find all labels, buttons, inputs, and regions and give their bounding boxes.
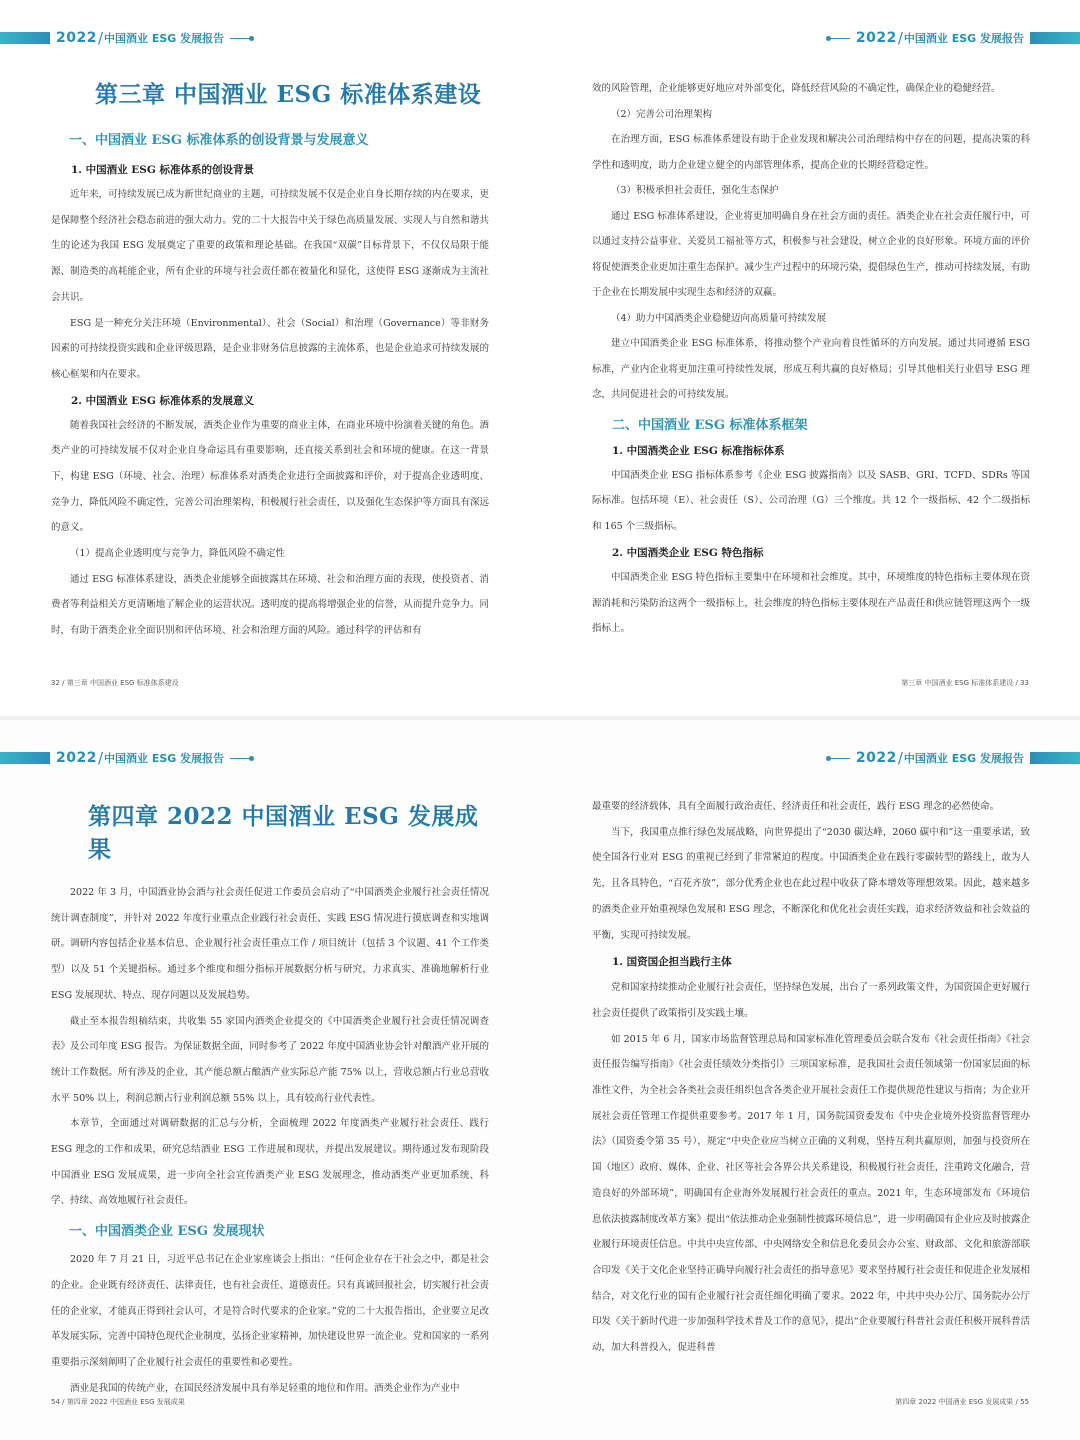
paragraph: 本章节，全面通过对调研数据的汇总与分析，全面梳理 2022 年度酒类产业履行社会责任、践行 ESG 理念的工作和成果，研究总结酒业 ESG 工作进展和现状，并提出发展建议。期待通过发布现阶段中国酒业 ESG 发展成果，进一步向全社会宣传酒类产业 ESG 发展理念，推动酒类产业更加系统、科学、持续、高效地履行社会责任。 bbox=[51, 1118, 489, 1207]
header-year: 2022 bbox=[855, 30, 897, 46]
paragraph: 通过 ESG 标准体系建设，酒类企业能够全面披露其在环境、社会和治理方面的表现，使投资者、消费者等利益相关方更清晰地了解企业的运营状况。透明度的提高将增强企业的信誉，从而提升竞争力。同时，有助于酒类企业全面识别和评估环境、社会和治理方面的风险。通过科学的评估和有 bbox=[51, 573, 489, 637]
page-33-body bbox=[592, 76, 1030, 642]
chapter-title: 第四章 2022 中国酒业 ESG 发展成果 bbox=[88, 803, 479, 863]
paragraph: 随着我国社会经济的不断发展，酒类企业作为重要的商业主体，在商业环境中扮演着关键的角色。酒类产业的可持续发展不仅对企业自身命运具有重要影响，还直接关系到社会和环境的健康。在这一背景下，构建 ESG（环境、社会、治理）标准体系对酒类企业进行全面披露和评价，对于提高企业透明度、竞争力，降低风险不确定性，完善公司治理架构，积极履行社会责任，以及强化生态保护等方面具有深远的意义。 bbox=[51, 419, 489, 534]
header-year: 2022 bbox=[56, 30, 97, 46]
header-arrow-icon bbox=[230, 38, 252, 39]
spread-pages-54-55 bbox=[0, 720, 1080, 1440]
page-footer-54: 54 / 第四章 2022 中国酒业 ESG 发展成果 bbox=[51, 1398, 185, 1406]
running-header-right bbox=[822, 749, 1080, 767]
subsection-heading: 1. 中国酒业 ESG 标准体系的创设背景 bbox=[71, 164, 254, 176]
paragraph: 酒业是我国的传统产业，在国民经济发展中具有举足轻重的地位和作用。酒类企业作为产业中 bbox=[70, 1382, 460, 1394]
paragraph: 截止至本报告组稿结束，共收集 55 家国内酒类企业提交的《中国酒类企业履行社会责任情况调查表》及公司年度 ESG 报告。为保证数据全面，同时参考了 2022 年度中国酒业协会针对酿酒产业开展的统计工作数据。所有涉及的企业，其产能总额占酿酒产业实际总产能 75% 以上，营收总额占行业总营收水平 50% 以上，利润总额占行业利润总额 55% 以上，具有较高行业代表性。 bbox=[51, 1015, 489, 1104]
header-report-name: 中国酒业 ESG 发展报告 bbox=[104, 32, 225, 45]
page-32-body bbox=[51, 76, 489, 644]
page-footer-55: 第四章 2022 中国酒业 ESG 发展成果 / 55 bbox=[895, 1398, 1029, 1406]
subsection-heading: 2. 中国酒业 ESG 标准体系的发展意义 bbox=[71, 394, 254, 407]
paragraph: 建立中国酒类企业 ESG 标准体系，将推动整个产业向着良性循环的方向发展。通过共同遵循 ESG 标准，产业内企业将更加注重可持续性发展，形成互利共赢的良好格局；引导其他相关行业倡导 ESG 理念，共同促进社会的可持续发展。 bbox=[592, 338, 1030, 400]
numbered-point: （4）助力中国酒类企业稳健迈向高质量可持续发展 bbox=[611, 312, 827, 324]
header-accent-bar bbox=[1030, 32, 1080, 44]
paragraph: 党和国家持续推动企业履行社会责任，坚持绿色发展，出台了一系列政策文件，为国资国企更好履行社会责任提供了政策指引及实践土壤。 bbox=[592, 982, 1030, 1019]
subsection-heading: 1. 国资国企担当践行主体 bbox=[612, 956, 732, 969]
running-header-right bbox=[822, 29, 1080, 47]
paragraph: 2022 年 3 月，中国酒业协会酒与社会责任促进工作委员会启动了“中国酒类企业履行社会责任情况统计调查制度”，并针对 2022 年度行业重点企业践行社会责任、实践 ESG 情况进行摸底调查和实地调研。调研内容包括企业基本信息、企业履行社会责任重点工作 / 项目统计（包括 3 个议题、41 个工作类型）以及 51 个关键指标。通过多个维度和细分指标开展数据分析与研究，力求真实、准确地解析行业 ESG 发展现状、特点、现存问题以及发展趋势。 bbox=[51, 887, 489, 1001]
header-year: 2022 bbox=[855, 750, 897, 766]
paragraph: 当下，我国重点推行绿色发展战略，向世界提出了“2030 碳达峰，2060 碳中和”这一重要承诺，致使全国各行业对 ESG 的重视已经到了非常紧迫的程度。中国酒类企业在践行零碳转型的路线上，敢为人先，且各具特色，“百花齐放”，部分优秀企业也在此过程中收获了降本增效等理想效果。因此，越来越多的酒类企业开始重视绿色发展和 ESG 理念，不断深化和优化社会责任实践，追求经济效益和社会效益的平衡，实现可持续发展。 bbox=[592, 826, 1030, 941]
paragraph: 在治理方面，ESG 标准体系建设有助于企业发现和解决公司治理结构中存在的问题，提高决策的科学性和透明度，助力企业建立健全的内部管理体系，提高企业的长期经营稳定性。 bbox=[592, 134, 1030, 171]
section-heading: 二、中国酒业 ESG 标准体系框架 bbox=[612, 417, 808, 433]
page-footer-32: 32 / 第三章 中国酒业 ESG 标准体系建设 bbox=[51, 679, 179, 687]
header-report-name: 中国酒业 ESG 发展报告 bbox=[104, 752, 225, 765]
header-slash: / bbox=[97, 29, 104, 47]
header-accent-bar bbox=[0, 752, 50, 764]
numbered-point: （3）积极承担社会责任，强化生态保护 bbox=[611, 185, 779, 196]
header-slash: / bbox=[97, 749, 104, 767]
header-report-name: 中国酒业 ESG 发展报告 bbox=[903, 32, 1024, 45]
chapter-title: 第三章 中国酒业 ESG 标准体系建设 bbox=[95, 81, 482, 108]
section-heading: 一、中国酒类企业 ESG 发展现状 bbox=[69, 1224, 265, 1240]
header-slash: / bbox=[897, 29, 903, 47]
paragraph: 2020 年 7 月 21 日，习近平总书记在企业家座谈会上指出：“任何企业存在于社会之中，都是社会的企业。企业既有经济责任、法律责任，也有社会责任、道德责任。只有真诚回报社会，切实履行社会责任的企业家，才能真正得到社会认可，才是符合时代要求的企业家。”党的二十大报告指出，企业要立足改革发展实际，完善中国特色现代企业制度，弘扬企业家精神，加快建设世界一流企业。党和国家的一系列重要指示深刻阐明了企业履行社会责任的重要性和必要性。 bbox=[51, 1254, 489, 1368]
paragraph: 近年来，可持续发展已成为新世纪商业的主题，可持续发展不仅是企业自身长期存续的内在要求，更是保障整个经济社会稳态前进的强大动力。党的二十大报告中关于绿色高质量发展、实现人与自然和谐共生的论述为我国 ESG 发展奠定了重要的政策和理论基础。在我国“双碳”目标背景下，不仅仅局限于能源、制造类的高耗能企业，所有企业的环境与社会责任都在被量化和显化，这使得 ESG 逐渐成为主流社会共识。 bbox=[51, 189, 489, 303]
header-arrow-icon bbox=[828, 38, 850, 39]
paragraph: 如 2015 年 6 月，国家市场监督管理总局和国家标准化管理委员会联合发布《社会责任指南》《社会责任报告编写指南》《社会责任绩效分类指引》三项国家标准，是我国社会责任领域第一份国家层面的标准性文件，为全社会各类社会责任组织包含各类企业开展社会责任工作提供规范性建议与指南；为企业开展社会责任管理工作提供重要参考。2017 年 1 月，国务院国资委发布《中央企业境外投资监督管理办法》（国资委令第 35 号），规定“中央企业应当树立正确的义利观，坚持互利共赢原则，加强与投资所在国（地区）政府、媒体、企业、社区等社会各界公共关系建设，积极履行社会责任，注重跨文化融合，营造良好的外部环境”，明确国有企业海外发展履行社会责任的重点。2021 年，生态环境部发布《环境信息依法披露制度改革方案》提出“依法推动企业强制性披露环境信息”，进一步明确国有企业应及时披露企业履行环境责任信息。中共中央宣传部、中央网络安全和信息化委员会办公室、财政部、文化和旅游部联合印发《关于文化企业坚持正确导向履行社会责任的指导意见》要求坚持履行社会责任和促进企业发展相结合，对文化行业的国有企业履行社会责任细化明确了要求。2022 年，中共中央办公厅、国务院办公厅印发《关于新时代进一步加强科学技术普及工作的意见》，提出“企业要履行科普社会责任积极开展科普活动，加大科普投入，促进科普 bbox=[592, 1033, 1030, 1354]
paragraph: 效的风险管理，企业能够更好地应对外部变化，降低经营风险的不确定性，确保企业的稳健经营。 bbox=[592, 83, 1001, 94]
running-header-left bbox=[0, 29, 258, 47]
header-year: 2022 bbox=[56, 750, 97, 766]
running-header-left bbox=[0, 749, 258, 767]
paragraph: 通过 ESG 标准体系建设，企业将更加明确自身在社会方面的责任。酒类企业在社会责任履行中，可以通过支持公益事业、关爱员工福祉等方式，积极参与社会建设，树立企业的良好形象。环境方面的评价将促使酒类企业更加注重生态保护。减少生产过程中的环境污染，提倡绿色生产，推动可持续发展，有助于企业在长期发展中实现生态和经济的双赢。 bbox=[592, 210, 1030, 298]
section-heading: 一、中国酒业 ESG 标准体系的创设背景与发展意义 bbox=[69, 133, 369, 148]
header-report-name: 中国酒业 ESG 发展报告 bbox=[903, 752, 1024, 765]
paragraph: 中国酒类企业 ESG 指标体系参考《企业 ESG 披露指南》以及 SASB、GRI、TCFD、SDRs 等国际标准。包括环境（E）、社会责任（S）、公司治理（G）三个维度。共 12 个一级指标、42 个二级指标和 165 个三级指标。 bbox=[592, 469, 1030, 532]
page-54-body bbox=[51, 798, 489, 1401]
page-footer-33: 第三章 中国酒业 ESG 标准体系建设 / 33 bbox=[901, 679, 1029, 687]
numbered-point: （1）提高企业透明度与竞争力，降低风险不确定性 bbox=[70, 548, 286, 560]
header-slash: / bbox=[897, 749, 903, 767]
header-accent-bar bbox=[1030, 752, 1080, 764]
paragraph: 最重要的经济载体，具有全面履行政治责任、经济责任和社会责任，践行 ESG 理念的必然使命。 bbox=[592, 801, 1000, 812]
subsection-heading: 1. 中国酒类企业 ESG 标准指标体系 bbox=[612, 444, 785, 457]
header-accent-bar bbox=[0, 32, 50, 44]
paragraph: 中国酒类企业 ESG 特色指标主要集中在环境和社会维度。其中，环境维度的特色指标主要体现在资源消耗和污染防治这两个一级指标上，社会维度的特色指标主要体现在产品责任和供应链管理这两个一级指标上。 bbox=[592, 572, 1030, 634]
paragraph: ESG 是一种充分关注环境（Environmental）、社会（Social）和治理（Governance）等非财务因素的可持续投资实践和企业评级思路，是企业非财务信息披露的主流体系，也是企业追求可持续发展的核心框架和内在要求。 bbox=[51, 317, 489, 380]
header-arrow-icon bbox=[828, 758, 850, 759]
header-arrow-icon bbox=[230, 758, 252, 759]
page-55-body bbox=[592, 794, 1030, 1361]
numbered-point: （2）完善公司治理架构 bbox=[611, 108, 713, 120]
subsection-heading: 2. 中国酒类企业 ESG 特色指标 bbox=[612, 547, 764, 559]
